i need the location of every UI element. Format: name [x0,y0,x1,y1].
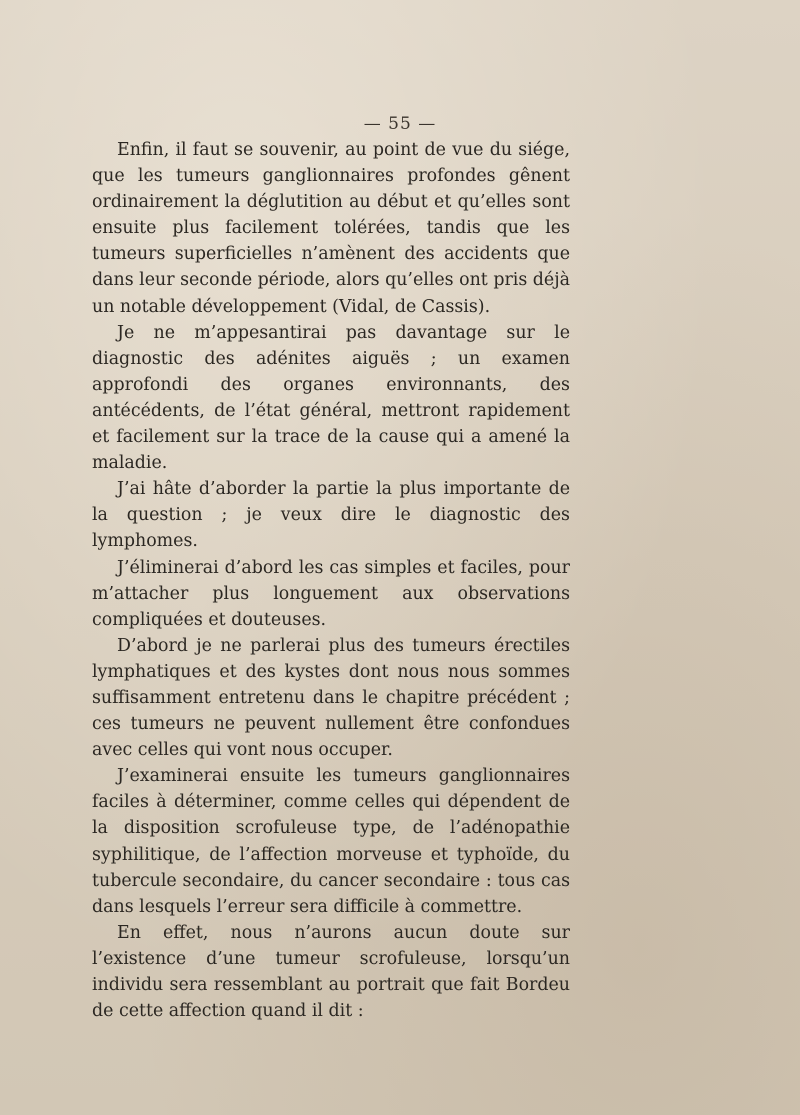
paragraph: D’abord je ne parlerai plus des tumeurs érectiles lymphatiques et des kystes dont nous nous sommes suffisamment entretenu dans le chapitre précédent ; ces tumeurs ne peuvent nullement être confondues avec celles qui vont nous occuper. [92,635,570,761]
paragraph: J’éliminerai d’abord les cas simples et faciles, pour m’attacher plus longuement aux observations compliquées et douteuses. [92,557,570,630]
body-text [92,137,570,1024]
paragraph: En effet, nous n’aurons aucun doute sur l’existence d’une tumeur scrofuleuse, lorsqu’un individu sera ressemblant au portrait que fait Bordeu de cette affection quand il dit : [92,922,570,1022]
paragraph: Je ne m’appesantirai pas davantage sur le diagnostic des adénites aiguës ; un examen approfondi des organes environnants, des antécédents, de l’état général, mettront rapidement et facilement sur la trace de la cause qui a amené la maladie. [92,322,570,474]
page-number: — 55 — [363,114,437,134]
paragraph: J’ai hâte d’aborder la partie la plus importante de la question ; je veux dire le diagnostic des lymphomes. [92,479,570,552]
paragraph: Enfin, il faut se souvenir, au point de vue du siége, que les tumeurs ganglionnaires profondes gênent ordinairement la déglutition au début et qu’elles sont ensuite plus facilement tolérées, tandis que les tumeurs superficielles n’amènent des accidents que dans leur seconde période, alors qu’elles ont pris déjà un notable développement (Vidal, de Cassis). [92,140,570,317]
paragraph: J’examinerai ensuite les tumeurs ganglionnaires faciles à déterminer, comme celles qui dépendent de la disposition scrofuleuse type, de l’adénopathie syphilitique, de l’affection morveuse et typhoïde, du tubercule secondaire, du cancer secondaire : tous cas dans lesquels l’erreur sera difficile à commettre. [92,766,570,917]
